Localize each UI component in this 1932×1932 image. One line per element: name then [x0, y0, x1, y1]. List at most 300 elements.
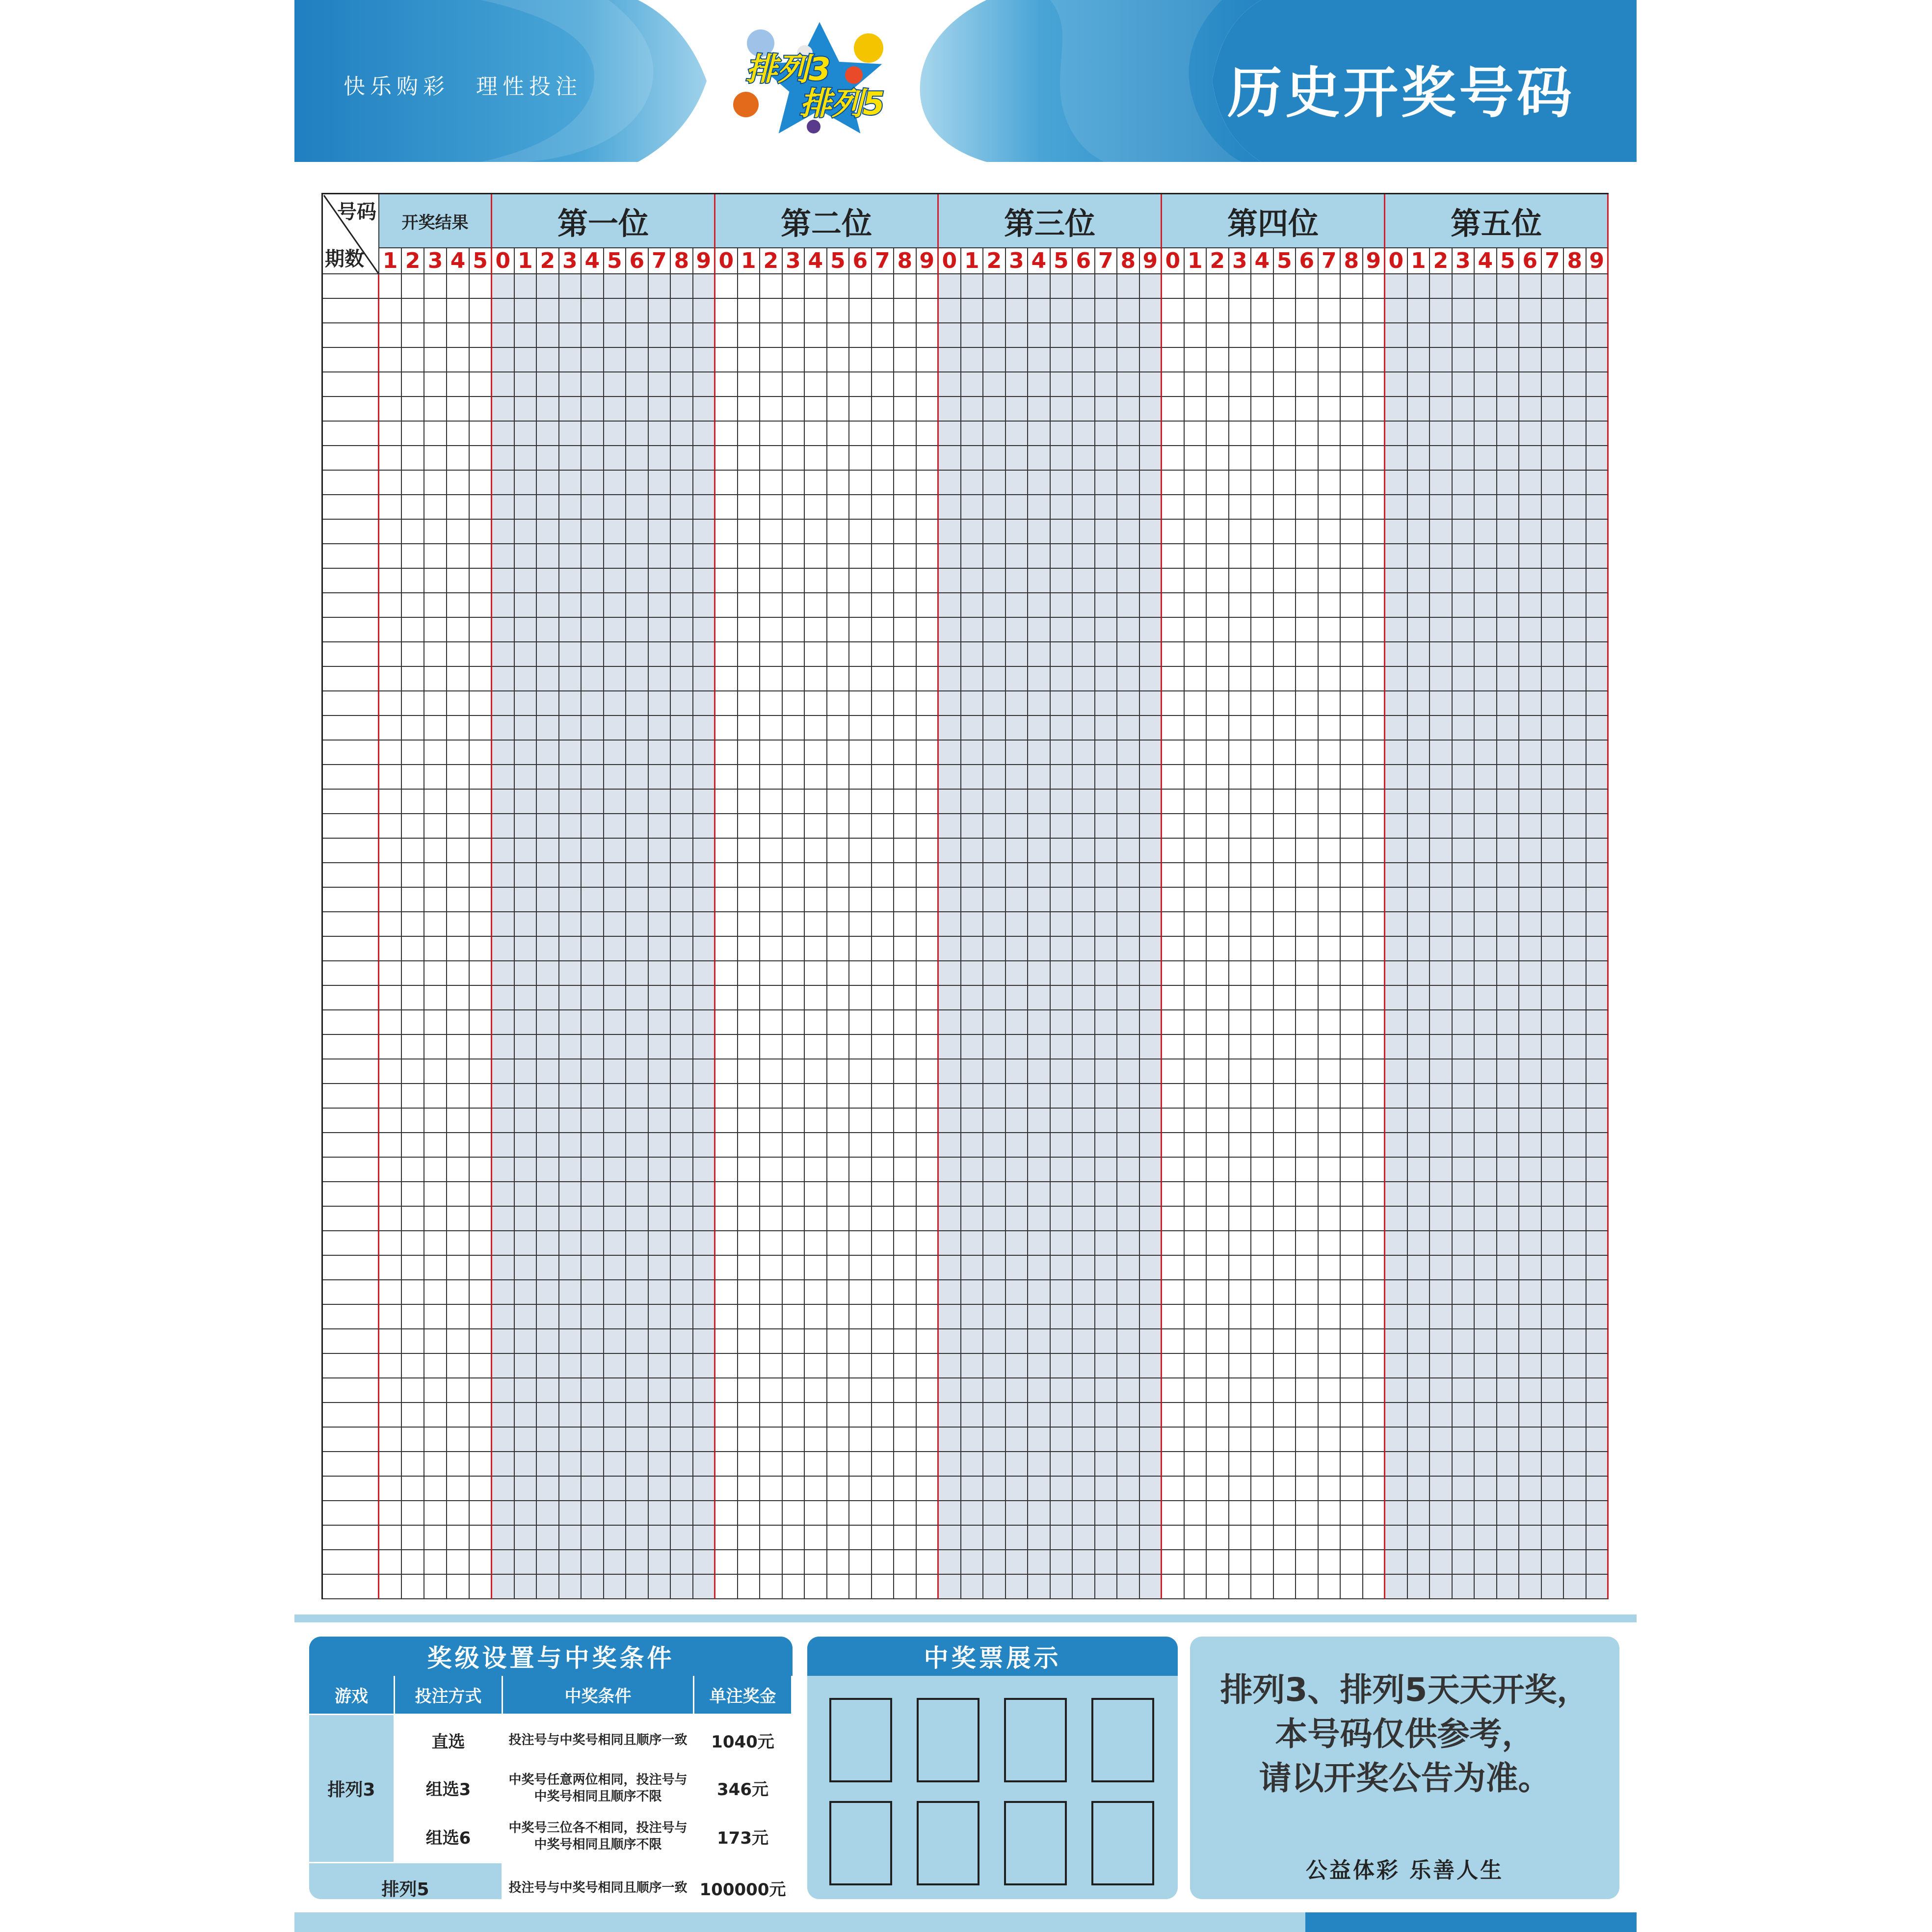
- digit-cell: [604, 1477, 627, 1501]
- digit-cell: [1519, 741, 1542, 765]
- digit-cell: [1140, 1575, 1163, 1599]
- result-cell: [424, 1158, 447, 1182]
- digit-cell: [1229, 642, 1252, 667]
- digit-cell: [1140, 1035, 1163, 1059]
- digit-cell: [983, 716, 1006, 741]
- digit-cell: [1140, 1256, 1163, 1280]
- result-cell: [470, 471, 492, 495]
- digit-cell: [649, 544, 671, 569]
- digit-cell: [1542, 741, 1564, 765]
- digit-cell: [693, 397, 716, 422]
- digit-cell: [894, 1477, 917, 1501]
- digit-cell: [1319, 937, 1341, 961]
- digit-cell: [961, 1182, 984, 1207]
- digit-cell: [1430, 299, 1453, 323]
- digit-cell: [849, 888, 872, 912]
- digit-cell: [939, 1182, 961, 1207]
- digit-cell: [1117, 1305, 1140, 1329]
- digit-cell: [1117, 1428, 1140, 1452]
- result-cell: [470, 839, 492, 863]
- result-cell: [447, 1378, 470, 1403]
- digit-cell: [872, 1550, 895, 1575]
- digit-cell: [649, 593, 671, 618]
- digit-cell: [894, 471, 917, 495]
- digit-cell: [1006, 1575, 1029, 1599]
- digit-cell: [961, 961, 984, 986]
- digit-cell: [917, 544, 939, 569]
- digit-cell: [849, 593, 872, 618]
- digit-cell: [1319, 1158, 1341, 1182]
- digit-cell: [738, 1059, 761, 1084]
- digit-cell: [917, 1010, 939, 1035]
- digit-cell: [1408, 422, 1430, 446]
- notice-line-3: 请以开奖公告为准。: [1259, 1759, 1551, 1797]
- digit-cell: [1207, 1133, 1229, 1158]
- digit-cell: [894, 299, 917, 323]
- digit-cell: [1542, 1501, 1564, 1526]
- digit-cell: [1475, 618, 1497, 642]
- result-cell: [424, 1182, 447, 1207]
- result-cell: [470, 1403, 492, 1428]
- digit-cell: [537, 274, 559, 299]
- digit-cell: [1229, 863, 1252, 888]
- digit-cell: [693, 446, 716, 471]
- digit-cell: [1430, 1010, 1453, 1035]
- digit-cell: [1051, 642, 1073, 667]
- digit-label: 7: [1095, 248, 1118, 274]
- result-cell: [379, 814, 402, 839]
- digit-cell: [1564, 790, 1587, 814]
- digit-cell: [537, 790, 559, 814]
- digit-cell: [738, 937, 761, 961]
- digit-cell: [1274, 741, 1297, 765]
- digit-cell: [537, 323, 559, 348]
- digit-cell: [1117, 495, 1140, 520]
- digit-cell: [671, 667, 693, 691]
- digit-cell: [1140, 1403, 1163, 1428]
- digit-cell: [894, 323, 917, 348]
- result-cell: [379, 1550, 402, 1575]
- digit-cell: [492, 1305, 515, 1329]
- digit-cell: [671, 1305, 693, 1329]
- digit-cell: [559, 471, 582, 495]
- digit-cell: [715, 986, 738, 1010]
- digit-cell: [1587, 495, 1609, 520]
- digit-cell: [626, 471, 649, 495]
- digit-cell: [1051, 1477, 1073, 1501]
- digit-cell: [1140, 372, 1163, 397]
- digit-cell: [1587, 274, 1609, 299]
- digit-cell: [939, 569, 961, 593]
- digit-cell: [1296, 1035, 1319, 1059]
- digit-cell: [715, 397, 738, 422]
- result-cell: [424, 1084, 447, 1109]
- digit-cell: [1095, 1059, 1118, 1084]
- digit-cell: [515, 569, 537, 593]
- digit-cell: [1453, 888, 1475, 912]
- digit-cell: [1542, 1329, 1564, 1354]
- result-cell: [379, 912, 402, 937]
- digit-cell: [582, 1354, 604, 1378]
- digit-cell: [760, 741, 783, 765]
- digit-cell: [1296, 1158, 1319, 1182]
- digit-cell: [961, 348, 984, 372]
- digit-cell: [783, 397, 805, 422]
- digit-cell: [693, 1575, 716, 1599]
- digit-cell: [1430, 1084, 1453, 1109]
- digit-cell: [1185, 1280, 1207, 1305]
- result-cell: [379, 961, 402, 986]
- digit-cell: [1408, 593, 1430, 618]
- digit-cell: [961, 1354, 984, 1378]
- digit-cell: [693, 814, 716, 839]
- digit-cell: [983, 422, 1006, 446]
- result-cell: [424, 471, 447, 495]
- digit-cell: [1274, 446, 1297, 471]
- digit-cell: [1006, 397, 1029, 422]
- digit-cell: [582, 1010, 604, 1035]
- digit-cell: [1453, 1109, 1475, 1133]
- digit-cell: [537, 1575, 559, 1599]
- period-cell: [323, 937, 379, 961]
- digit-cell: [1117, 1477, 1140, 1501]
- digit-cell: [515, 372, 537, 397]
- digit-cell: [783, 667, 805, 691]
- digit-cell: [492, 1133, 515, 1158]
- digit-cell: [582, 839, 604, 863]
- digit-cell: [1207, 814, 1229, 839]
- condition-group6: 中奖号三位各不相同，投注号与中奖号相同且顺序不限: [503, 1811, 694, 1863]
- digit-cell: [492, 1059, 515, 1084]
- period-cell: [323, 961, 379, 986]
- digit-cell: [649, 1231, 671, 1256]
- digit-cell: [671, 1403, 693, 1428]
- result-cell: [447, 495, 470, 520]
- digit-cell: [1363, 961, 1386, 986]
- result-cell: [447, 1231, 470, 1256]
- digit-cell: [1475, 1059, 1497, 1084]
- result-cell: [470, 1084, 492, 1109]
- digit-cell: [1296, 1403, 1319, 1428]
- digit-cell: [849, 716, 872, 741]
- digit-cell: [872, 1354, 895, 1378]
- digit-cell: [1274, 765, 1297, 790]
- digit-cell: [1229, 1477, 1252, 1501]
- digit-cell: [537, 1378, 559, 1403]
- digit-cell: [1117, 790, 1140, 814]
- digit-cell: [582, 961, 604, 986]
- digit-cell: [1542, 348, 1564, 372]
- digit-cell: [1028, 299, 1051, 323]
- digit-cell: [1385, 1575, 1408, 1599]
- digit-cell: [760, 299, 783, 323]
- digit-cell: [1296, 372, 1319, 397]
- digit-cell: [604, 839, 627, 863]
- result-cell: [402, 495, 424, 520]
- digit-cell: [1319, 1109, 1341, 1133]
- digit-cell: [1408, 1109, 1430, 1133]
- digit-cell: [1073, 1084, 1095, 1109]
- digit-label: 0: [492, 248, 515, 274]
- period-cell: [323, 986, 379, 1010]
- digit-cell: [1475, 1305, 1497, 1329]
- digit-cell: [1073, 961, 1095, 986]
- digit-cell: [1229, 937, 1252, 961]
- digit-cell: [983, 544, 1006, 569]
- digit-cell: [783, 372, 805, 397]
- result-cell: [379, 765, 402, 790]
- digit-cell: [1542, 1305, 1564, 1329]
- digit-cell: [626, 544, 649, 569]
- digit-label: 6: [1519, 248, 1542, 274]
- digit-cell: [1251, 1403, 1274, 1428]
- digit-cell: [1207, 642, 1229, 667]
- corner-number-label: 号码: [337, 201, 376, 223]
- digit-cell: [894, 569, 917, 593]
- result-cell: [402, 372, 424, 397]
- digit-cell: [715, 495, 738, 520]
- digit-cell: [715, 691, 738, 716]
- digit-cell: [849, 839, 872, 863]
- digit-cell: [1564, 1109, 1587, 1133]
- result-cell: [447, 888, 470, 912]
- digit-cell: [1006, 1231, 1029, 1256]
- digit-cell: [983, 1059, 1006, 1084]
- digit-cell: [1453, 1059, 1475, 1084]
- digit-cell: [760, 1109, 783, 1133]
- digit-cell: [1229, 1059, 1252, 1084]
- digit-cell: [1408, 1010, 1430, 1035]
- digit-cell: [515, 1526, 537, 1550]
- digit-cell: [1117, 274, 1140, 299]
- digit-cell: [805, 790, 827, 814]
- digit-cell: [604, 814, 627, 839]
- digit-cell: [1073, 863, 1095, 888]
- digit-cell: [1587, 544, 1609, 569]
- result-cell: [470, 372, 492, 397]
- digit-cell: [1251, 520, 1274, 544]
- digit-cell: [1207, 1305, 1229, 1329]
- digit-cell: [1408, 495, 1430, 520]
- digit-cell: [1028, 961, 1051, 986]
- digit-cell: [649, 1256, 671, 1280]
- digit-cell: [1006, 1207, 1029, 1231]
- digit-cell: [1296, 299, 1319, 323]
- digit-cell: [1385, 372, 1408, 397]
- result-cell: [447, 1575, 470, 1599]
- digit-cell: [1319, 520, 1341, 544]
- result-cell: [470, 446, 492, 471]
- digit-cell: [1475, 888, 1497, 912]
- digit-label: 5: [1274, 248, 1297, 274]
- digit-cell: [1162, 1526, 1185, 1550]
- digit-cell: [1385, 1182, 1408, 1207]
- digit-cell: [1162, 1158, 1185, 1182]
- digit-cell: [1185, 1231, 1207, 1256]
- digit-cell: [1408, 961, 1430, 986]
- digit-cell: [1162, 1403, 1185, 1428]
- digit-cell: [1051, 961, 1073, 986]
- digit-cell: [1162, 471, 1185, 495]
- digit-cell: [1408, 1305, 1430, 1329]
- digit-cell: [1542, 888, 1564, 912]
- digit-cell: [1385, 1231, 1408, 1256]
- result-cell: [470, 1256, 492, 1280]
- digit-cell: [983, 937, 1006, 961]
- digit-cell: [537, 1231, 559, 1256]
- digit-cell: [917, 863, 939, 888]
- condition-group3: 中奖号任意两位相同，投注号与中奖号相同且顺序不限: [503, 1767, 694, 1811]
- digit-cell: [760, 961, 783, 986]
- digit-cell: [917, 1526, 939, 1550]
- digit-cell: [827, 1477, 850, 1501]
- digit-cell: [1564, 716, 1587, 741]
- digit-cell: [1095, 544, 1118, 569]
- digit-cell: [983, 814, 1006, 839]
- digit-cell: [1185, 1452, 1207, 1477]
- digit-cell: [939, 1109, 961, 1133]
- digit-cell: [1274, 1305, 1297, 1329]
- digit-cell: [872, 839, 895, 863]
- digit-cell: [1274, 1035, 1297, 1059]
- digit-cell: [1095, 446, 1118, 471]
- digit-cell: [492, 937, 515, 961]
- digit-cell: [783, 1501, 805, 1526]
- digit-cell: [492, 790, 515, 814]
- digit-cell: [1430, 1477, 1453, 1501]
- digit-cell: [1385, 1035, 1408, 1059]
- digit-cell: [604, 937, 627, 961]
- digit-cell: [1140, 1158, 1163, 1182]
- digit-cell: [1497, 790, 1520, 814]
- digit-cell: [894, 839, 917, 863]
- digit-cell: [537, 544, 559, 569]
- digit-cell: [1564, 495, 1587, 520]
- digit-cell: [559, 446, 582, 471]
- digit-cell: [1319, 1550, 1341, 1575]
- period-cell: [323, 716, 379, 741]
- result-cell: [424, 348, 447, 372]
- digit-cell: [671, 790, 693, 814]
- digit-cell: [983, 642, 1006, 667]
- result-cell: [424, 569, 447, 593]
- digit-cell: [1140, 1477, 1163, 1501]
- result-cell: [402, 422, 424, 446]
- result-cell: [447, 1109, 470, 1133]
- digit-cell: [1296, 1428, 1319, 1452]
- digit-cell: [515, 961, 537, 986]
- digit-cell: [1519, 1526, 1542, 1550]
- digit-cell: [1475, 642, 1497, 667]
- digit-cell: [559, 1550, 582, 1575]
- digit-cell: [1028, 642, 1051, 667]
- digit-cell: [1542, 1109, 1564, 1133]
- digit-cell: [1140, 446, 1163, 471]
- digit-cell: [961, 520, 984, 544]
- digit-cell: [1587, 1109, 1609, 1133]
- digit-cell: [1229, 274, 1252, 299]
- result-cell: [424, 446, 447, 471]
- digit-cell: [939, 1158, 961, 1182]
- digit-cell: [582, 741, 604, 765]
- digit-cell: [537, 1182, 559, 1207]
- digit-cell: [1028, 1256, 1051, 1280]
- digit-cell: [559, 839, 582, 863]
- result-cell: [424, 814, 447, 839]
- digit-cell: [1430, 814, 1453, 839]
- digit-cell: [492, 1010, 515, 1035]
- result-cell: [447, 299, 470, 323]
- digit-cell: [604, 1550, 627, 1575]
- digit-cell: [1028, 1059, 1051, 1084]
- digit-cell: [1006, 1329, 1029, 1354]
- digit-cell: [1229, 593, 1252, 618]
- digit-cell: [738, 716, 761, 741]
- digit-cell: [894, 1084, 917, 1109]
- digit-cell: [626, 937, 649, 961]
- digit-cell: [1497, 765, 1520, 790]
- digit-cell: [1140, 1354, 1163, 1378]
- result-cell: [424, 1575, 447, 1599]
- period-cell: [323, 569, 379, 593]
- result-digit-label: 3: [424, 248, 447, 274]
- digit-cell: [1453, 1378, 1475, 1403]
- digit-cell: [1564, 471, 1587, 495]
- digit-cell: [1185, 1084, 1207, 1109]
- digit-cell: [715, 1477, 738, 1501]
- digit-cell: [626, 1428, 649, 1452]
- digit-cell: [1051, 1575, 1073, 1599]
- digit-cell: [515, 986, 537, 1010]
- digit-cell: [1385, 569, 1408, 593]
- digit-cell: [1363, 348, 1386, 372]
- digit-cell: [1564, 422, 1587, 446]
- digit-cell: [1363, 1305, 1386, 1329]
- digit-cell: [805, 495, 827, 520]
- result-cell: [402, 1575, 424, 1599]
- digit-cell: [1207, 569, 1229, 593]
- digit-cell: [1095, 642, 1118, 667]
- digit-cell: [1140, 1207, 1163, 1231]
- digit-cell: [1408, 814, 1430, 839]
- digit-cell: [1363, 618, 1386, 642]
- digit-cell: [1051, 667, 1073, 691]
- digit-cell: [1319, 593, 1341, 618]
- period-cell: [323, 1378, 379, 1403]
- digit-cell: [783, 593, 805, 618]
- digit-cell: [1296, 691, 1319, 716]
- digit-label: 9: [1140, 248, 1163, 274]
- digit-cell: [738, 544, 761, 569]
- digit-cell: [1051, 348, 1073, 372]
- digit-cell: [1073, 667, 1095, 691]
- digit-cell: [626, 1378, 649, 1403]
- digit-cell: [983, 372, 1006, 397]
- digit-cell: [1430, 986, 1453, 1010]
- digit-cell: [917, 372, 939, 397]
- digit-cell: [626, 1158, 649, 1182]
- digit-cell: [1319, 372, 1341, 397]
- digit-cell: [1453, 1575, 1475, 1599]
- digit-cell: [671, 274, 693, 299]
- period-cell: [323, 1256, 379, 1280]
- digit-cell: [1385, 961, 1408, 986]
- digit-cell: [1587, 446, 1609, 471]
- result-cell: [447, 667, 470, 691]
- digit-cell: [1385, 1010, 1408, 1035]
- digit-cell: [827, 1575, 850, 1599]
- digit-cell: [626, 741, 649, 765]
